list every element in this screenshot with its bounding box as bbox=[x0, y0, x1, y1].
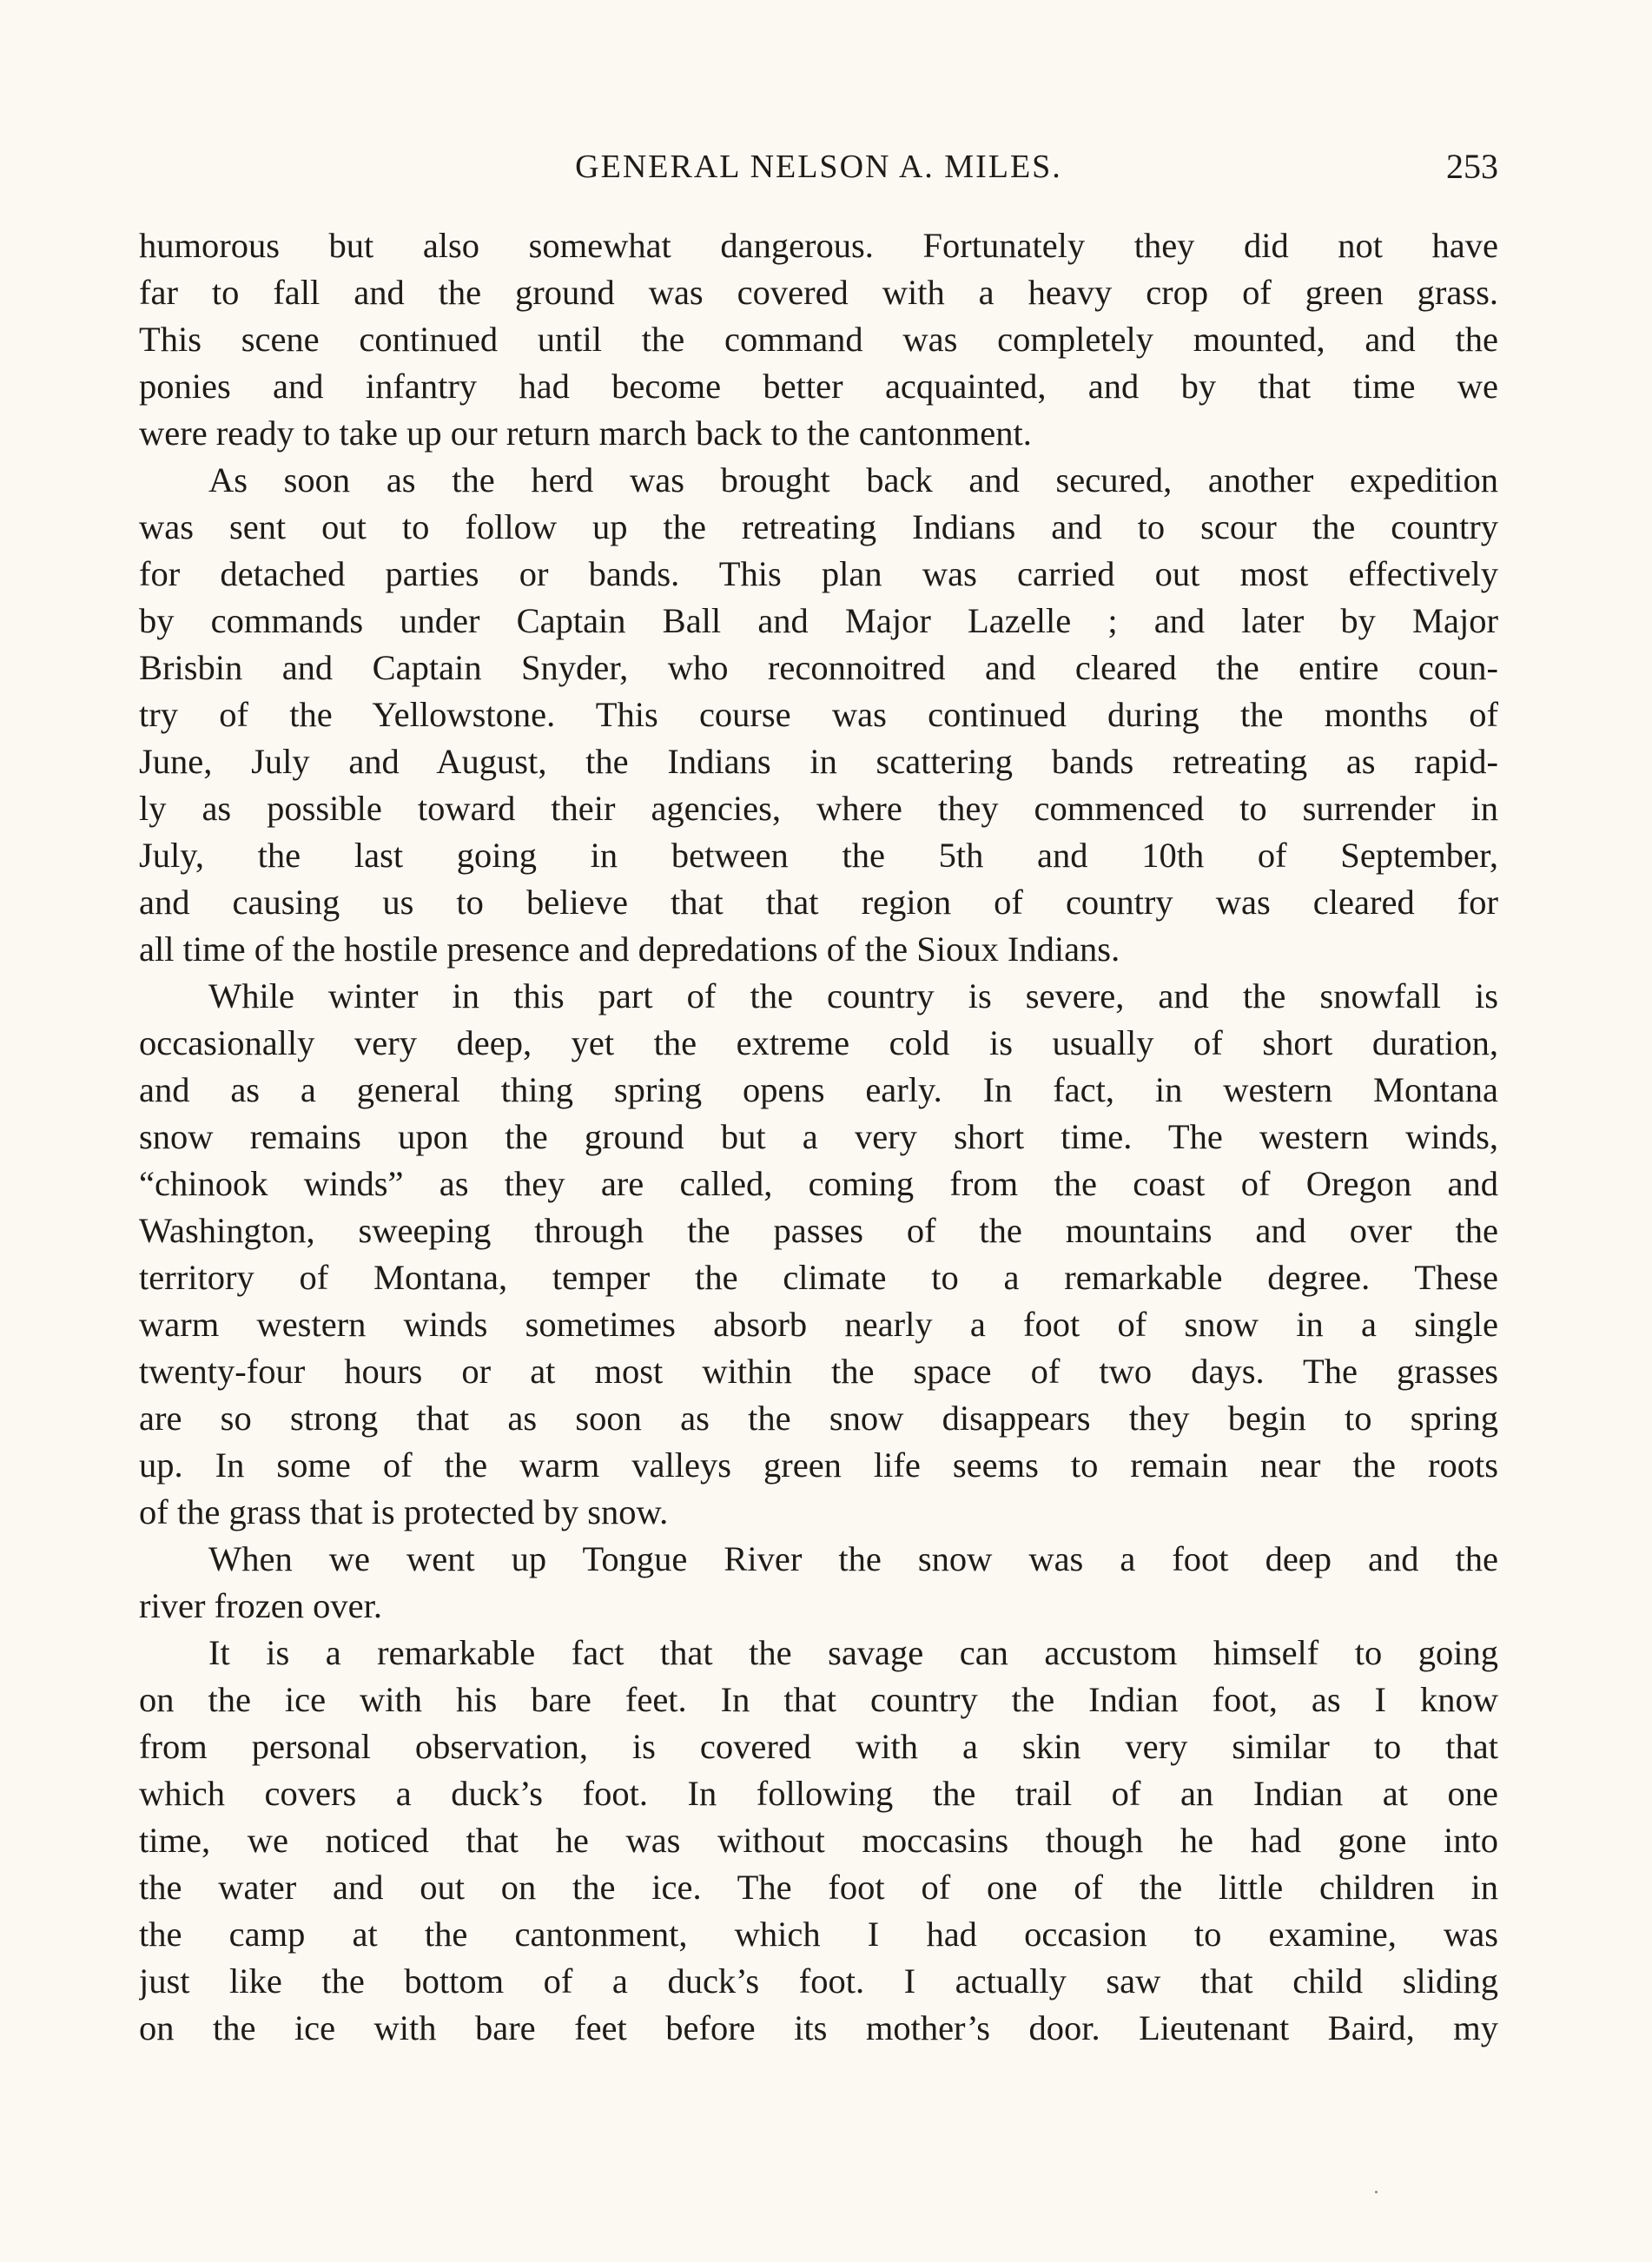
text-line: ly as possible toward their agencies, where they commenced to surrender in bbox=[139, 789, 1498, 828]
text-line: are so strong that as soon as the snow disappears they begin to spring bbox=[139, 1399, 1498, 1438]
text-line: and causing us to believe that that region of country was cleared for bbox=[139, 883, 1498, 922]
text-line: time, we noticed that he was without moccasins though he had gone into bbox=[139, 1821, 1498, 1860]
text-line: all time of the hostile presence and depredations of the Sioux Indians. bbox=[139, 929, 1120, 969]
page-number: 253 bbox=[1446, 147, 1498, 186]
text-line: humorous but also somewhat dangerous. Fortunately they did not have bbox=[139, 226, 1498, 265]
text-line: try of the Yellowstone. This course was continued during the months of bbox=[139, 695, 1498, 734]
text-line: occasionally very deep, yet the extreme cold is usually of short duration, bbox=[139, 1023, 1498, 1062]
text-line: ponies and infantry had become better acquainted, and by that time we bbox=[139, 367, 1498, 406]
text-line: July, the last going in between the 5th and 10th of September, bbox=[139, 836, 1498, 875]
text-line: the camp at the cantonment, which I had occasion to examine, was bbox=[139, 1915, 1498, 1954]
text-line: Brisbin and Captain Snyder, who reconnoitred and cleared the entire coun- bbox=[139, 648, 1498, 687]
text-line: It is a remarkable fact that the savage can accustom himself to going bbox=[208, 1633, 1498, 1672]
text-line: “chinook winds” as they are called, coming from the coast of Oregon and bbox=[139, 1164, 1498, 1203]
text-line: snow remains upon the ground but a very short time. The western winds, bbox=[139, 1117, 1498, 1156]
running-title: GENERAL NELSON A. MILES. bbox=[575, 149, 1062, 185]
text-line: of the grass that is protected by snow. bbox=[139, 1492, 669, 1531]
text-line: up. In some of the warm valleys green life seems to remain near the roots bbox=[139, 1445, 1498, 1485]
text-line: on the ice with his bare feet. In that country the Indian foot, as I know bbox=[139, 1680, 1498, 1719]
body-text bbox=[139, 222, 1498, 2052]
text-line: Washington, sweeping through the passes of the mountains and over the bbox=[139, 1211, 1498, 1250]
text-line: which covers a duck’s foot. In following the trail of an Indian at one bbox=[139, 1774, 1498, 1813]
text-line: warm western winds sometimes absorb nearly a foot of snow in a single bbox=[139, 1305, 1498, 1344]
text-line: This scene continued until the command was completely mounted, and the bbox=[139, 320, 1498, 359]
text-line: June, July and August, the Indians in scattering bands retreating as rapid- bbox=[139, 742, 1498, 781]
paper-speck bbox=[1375, 2191, 1378, 2193]
text-line: the water and out on the ice. The foot of one of the little children in bbox=[139, 1868, 1498, 1907]
text-line: river frozen over. bbox=[139, 1586, 382, 1625]
text-line: for detached parties or bands. This plan was carried out most effectively bbox=[139, 554, 1498, 593]
text-line: far to fall and the ground was covered with a heavy crop of green grass. bbox=[139, 273, 1498, 312]
text-line: were ready to take up our return march back to the cantonment. bbox=[139, 413, 1032, 453]
text-line: and as a general thing spring opens early. In fact, in western Montana bbox=[139, 1070, 1498, 1109]
text-line: just like the bottom of a duck’s foot. I actually saw that child sliding bbox=[139, 1961, 1498, 2001]
text-line: twenty-four hours or at most within the space of two days. The grasses bbox=[139, 1352, 1498, 1391]
text-line: As soon as the herd was brought back and secured, another expedition bbox=[208, 460, 1498, 499]
text-line: was sent out to follow up the retreating Indians and to scour the country bbox=[139, 507, 1498, 546]
text-line: While winter in this part of the country is severe, and the snowfall is bbox=[208, 976, 1498, 1015]
text-line: on the ice with bare feet before its mother’s door. Lieutenant Baird, my bbox=[139, 2008, 1498, 2047]
text-line: When we went up Tongue River the snow was a foot deep and the bbox=[208, 1539, 1498, 1578]
text-line: from personal observation, is covered with a skin very similar to that bbox=[139, 1727, 1498, 1766]
text-line: territory of Montana, temper the climate to a remarkable degree. These bbox=[139, 1258, 1498, 1297]
text-line: by commands under Captain Ball and Major Lazelle ; and later by Major bbox=[139, 601, 1498, 640]
page-header bbox=[139, 141, 1498, 193]
